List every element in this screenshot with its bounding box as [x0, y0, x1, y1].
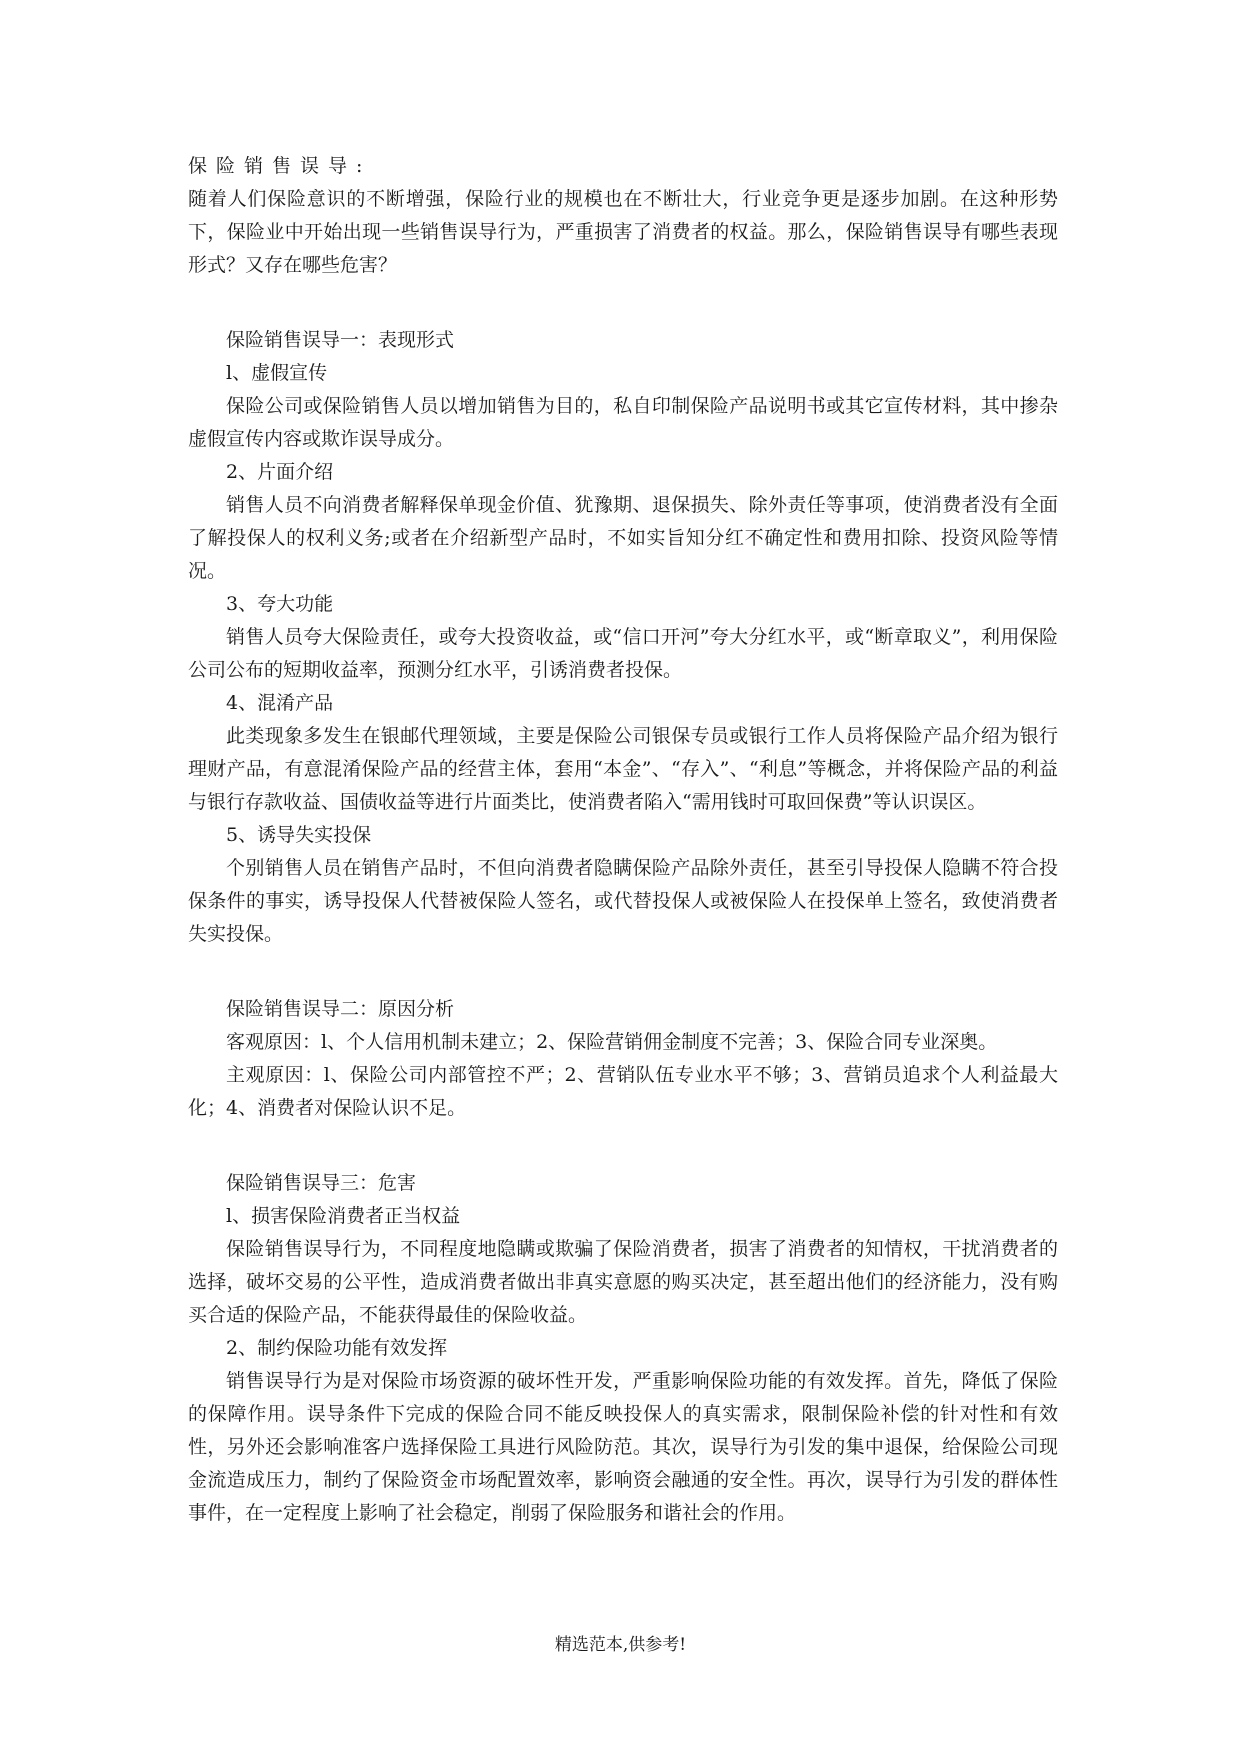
spacer	[188, 951, 1058, 993]
intro-paragraph: 随着人们保险意识的不断增强，保险行业的规模也在不断壮大，行业竞争更是逐步加剧。在这种形势下，保险业中开始出现一些销售误导行为，严重损害了消费者的权益。那么，保险销售误导有哪些表现形式？又存在哪些危害？	[188, 188, 1058, 276]
document-title: 保险销售误导:	[188, 155, 372, 177]
page-footer: 精选范本,供参考!	[554, 1635, 687, 1655]
item-paragraph: 此类现象多发生在银邮代理领域，主要是保险公司银保专员或银行工作人员将保险产品介绍为银行理财产品，有意混淆保险产品的经营主体，套用“本金”、“存入”、“利息”等概念，并将保险产品的利益与银行存款收益、国债收益等进行片面类比，使消费者陷入“需用钱时可取回保费”等认识误区。	[188, 725, 1058, 813]
item-heading: 5、诱导失实投保	[226, 824, 372, 846]
objective-causes-paragraph: 客观原因：l、个人信用机制未建立；2、保险营销佣金制度不完善；3、保险合同专业深奥。	[226, 1031, 998, 1053]
section-heading-harms: 保险销售误导三：危害	[226, 1172, 417, 1194]
item-paragraph: 保险销售误导行为，不同程度地隐瞒或欺骗了保险消费者，损害了消费者的知情权，干扰消费者的选择，破坏交易的公平性，造成消费者做出非真实意愿的购买决定，甚至超出他们的经济能力，没有购买合适的保险产品，不能获得最佳的保险收益。	[188, 1238, 1058, 1326]
spacer	[188, 282, 1058, 324]
item-paragraph: 保险公司或保险销售人员以增加销售为目的，私自印制保险产品说明书或其它宣传材料，其中掺杂虚假宣传内容或欺诈误导成分。	[188, 395, 1058, 450]
item-heading: 4、混淆产品	[226, 692, 334, 714]
item-heading: l、损害保险消费者正当权益	[226, 1205, 461, 1227]
section-heading-causes: 保险销售误导二：原因分析	[226, 998, 455, 1020]
item-paragraph: 销售误导行为是对保险市场资源的破坏性开发，严重影响保险功能的有效发挥。首先，降低了保险的保障作用。误导条件下完成的保险合同不能反映投保人的真实需求，限制保险补偿的针对性和有效性，另外还会影响准客户选择保险工具进行风险防范。其次，误导行为引发的集中退保，给保险公司现金流造成压力，制约了保险资金市场配置效率，影响资会融通的安全性。再次，误导行为引发的群体性事件，在一定程度上影响了社会稳定，削弱了保险服务和谐社会的作用。	[188, 1370, 1058, 1524]
item-paragraph: 销售人员夸大保险责任，或夸大投资收益，或“信口开河”夸大分红水平，或“断章取义”，利用保险公司公布的短期收益率，预测分红水平，引诱消费者投保。	[188, 626, 1058, 681]
item-heading: l、虚假宣传	[226, 362, 328, 384]
item-paragraph: 销售人员不向消费者解释保单现金价值、犹豫期、退保损失、除外责任等事项，使消费者没有全面了解投保人的权利义务;或者在介绍新型产品时，不如实旨知分红不确定性和费用扣除、投资风险等情况。	[188, 494, 1058, 582]
item-heading: 2、制约保险功能有效发挥	[226, 1337, 448, 1359]
item-heading: 3、夸大功能	[226, 593, 334, 615]
document-body	[188, 150, 1058, 1530]
spacer	[188, 1125, 1058, 1167]
item-paragraph: 个别销售人员在销售产品时，不但向消费者隐瞒保险产品除外责任，甚至引导投保人隐瞒不符合投保条件的事实，诱导投保人代替被保险人签名，或代替投保人或被保险人在投保单上签名，致使消费者失实投保。	[188, 857, 1058, 945]
section-heading-forms: 保险销售误导一：表现形式	[226, 329, 455, 351]
item-heading: 2、片面介绍	[226, 461, 334, 483]
subjective-causes-paragraph: 主观原因：l、保险公司内部管控不严；2、营销队伍专业水平不够；3、营销员追求个人利益最大化；4、消费者对保险认识不足。	[188, 1064, 1058, 1119]
